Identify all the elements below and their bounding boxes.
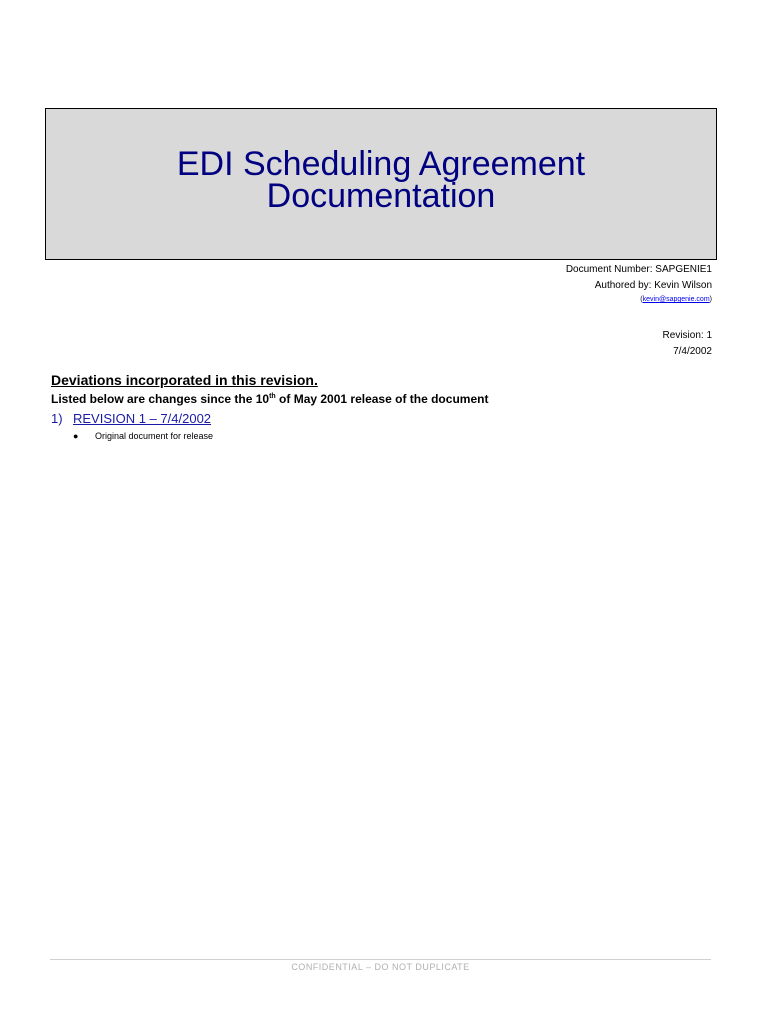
intro-superscript: th: [269, 393, 276, 400]
deviations-heading: Deviations incorporated in this revision.: [51, 372, 318, 388]
deviations-intro: [51, 392, 488, 406]
revision-number: Revision: 1: [662, 330, 712, 341]
meta-spacer: [566, 306, 712, 328]
revision-item-number: 1): [51, 411, 63, 426]
author-email-link[interactable]: kevin@sapgenie.com: [642, 296, 710, 303]
bullet-dot-icon: ●: [73, 431, 79, 441]
author-email: (kevin@sapgenie.com): [640, 296, 712, 303]
footer-confidential: CONFIDENTIAL – DO NOT DUPLICATE: [291, 962, 470, 972]
revision-list-item: [51, 411, 211, 426]
authored-by: Authored by: Kevin Wilson: [594, 280, 712, 291]
revision-date: 7/4/2002: [673, 346, 712, 357]
intro-text-after: of May 2001 release of the document: [275, 392, 489, 406]
document-meta: [566, 262, 712, 360]
document-title-line-1: EDI Scheduling Agreement: [176, 145, 586, 183]
title-box: [45, 108, 717, 260]
intro-text-before: Listed below are changes since the 10: [51, 392, 270, 406]
document-number: Document Number: SAPGENIE1: [565, 264, 712, 275]
footer-divider: [50, 959, 711, 960]
revision-bullet-item: [73, 431, 213, 441]
revision-item-link[interactable]: REVISION 1 – 7/4/2002: [73, 411, 212, 426]
revision-bullet-text: Original document for release: [95, 431, 214, 441]
document-title-line-2: Documentation: [266, 177, 496, 215]
